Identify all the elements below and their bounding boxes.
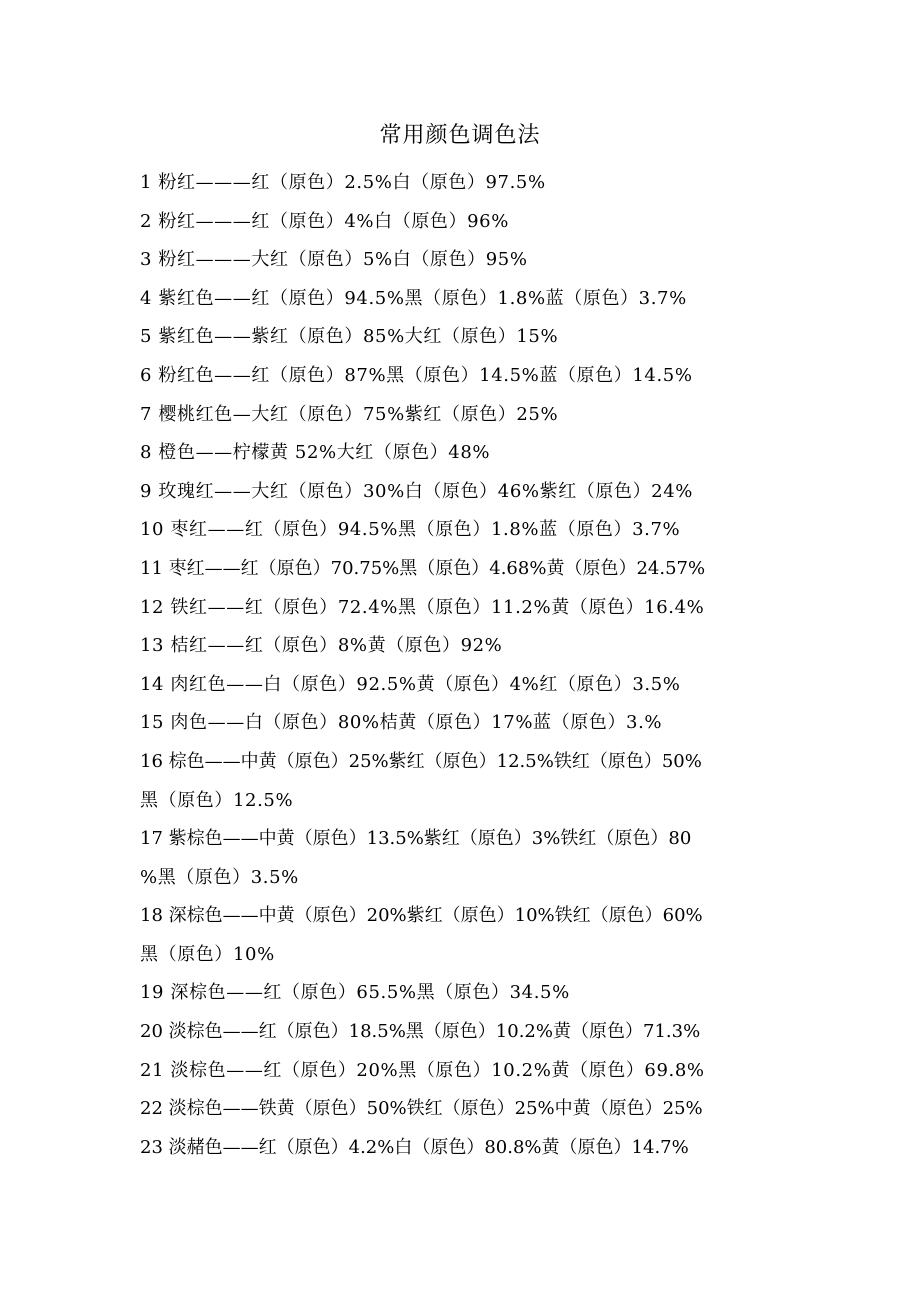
list-item: 15 肉色——白（原色）80%桔黄（原色）17%蓝（原色）3.% [140, 712, 663, 734]
list-item: 13 桔红——红（原色）8%黄（原色）92% [140, 635, 503, 657]
list-item: 19 深棕色——红（原色）65.5%黑（原色）34.5% [140, 982, 570, 1004]
list-item-continuation: %黑（原色）3.5% [140, 866, 299, 888]
list-item: 12 铁红——红（原色）72.4%黑（原色）11.2%黄（原色）16.4% [140, 596, 705, 618]
color-mixing-list [140, 164, 788, 1167]
list-item: 2 粉红———红（原色）4%白（原色）96% [140, 210, 509, 232]
list-item: 20 淡棕色——红（原色）18.5%黑（原色）10.2%黄（原色）71.3% [140, 1021, 701, 1043]
list-item: 5 紫红色——紫红（原色）85%大红（原色）15% [140, 326, 559, 348]
list-item: 18 深棕色——中黄（原色）20%紫红（原色）10%铁红（原色）60% [140, 905, 703, 927]
list-item: 14 肉红色——白（原色）92.5%黄（原色）4%红（原色）3.5% [140, 673, 681, 695]
list-item: 23 淡赭色——红（原色）4.2%白（原色）80.8%黄（原色）14.7% [140, 1136, 689, 1158]
list-item: 21 淡棕色——红（原色）20%黑（原色）10.2%黄（原色）69.8% [140, 1059, 705, 1081]
list-item: 17 紫棕色——中黄（原色）13.5%紫红（原色）3%铁红（原色）80 [140, 828, 692, 850]
list-item: 1 粉红———红（原色）2.5%白（原色）97.5% [140, 172, 546, 193]
list-item: 8 橙色——柠檬黄 52%大红（原色）48% [140, 442, 491, 464]
list-item: 6 粉红色——红（原色）87%黑（原色）14.5%蓝（原色）14.5% [140, 364, 693, 386]
list-item: 11 枣红——红（原色）70.75%黑（原色）4.68%黄（原色）24.57% [140, 557, 706, 579]
list-item: 7 樱桃红色—大红（原色）75%紫红（原色）25% [140, 403, 559, 425]
list-item: 4 紫红色——红（原色）94.5%黑（原色）1.8%蓝（原色）3.7% [140, 287, 687, 309]
list-item: 22 淡棕色——铁黄（原色）50%铁红（原色）25%中黄（原色）25% [140, 1098, 703, 1120]
page-title: 常用颜色调色法 [379, 123, 541, 148]
list-item-continuation: 黑（原色）10% [140, 943, 275, 965]
list-item: 16 棕色——中黄（原色）25%紫红（原色）12.5%铁红（原色）50% [140, 750, 702, 772]
list-item: 10 枣红——红（原色）94.5%黑（原色）1.8%蓝（原色）3.7% [140, 519, 681, 541]
list-item: 3 粉红———大红（原色）5%白（原色）95% [140, 249, 528, 271]
list-item: 9 玫瑰红——大红（原色）30%白（原色）46%紫红（原色）24% [140, 480, 693, 502]
list-item-continuation: 黑（原色）12.5% [140, 789, 294, 811]
